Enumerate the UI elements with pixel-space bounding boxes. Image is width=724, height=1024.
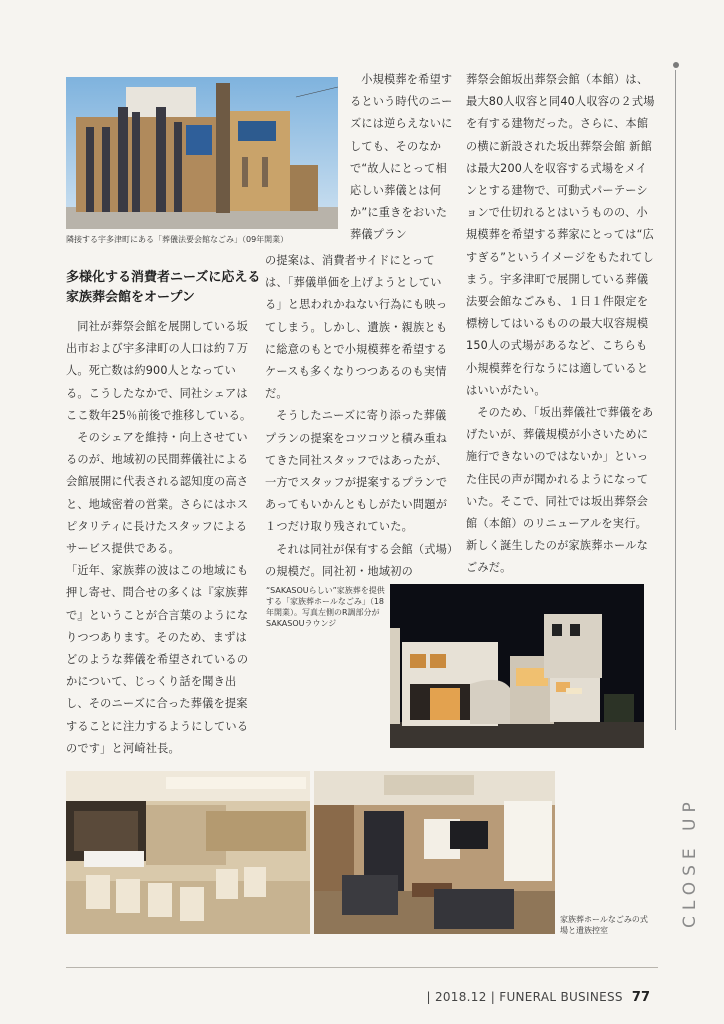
paragraph: 葬祭会館坂出葬祭会館（本館）は、最大80人収容と同40人収容の２式場を有する建物だった。さらに、本館の横に新設された坂出葬祭会館 新館は最大200人を収容する式場をメインとする建物で、可動式パーテーションで仕切れるとはいうものの、小規模葬を希望する葬家にとっては“広すぎる”というイメージをもたれてしまう。宇多津町で展開している葬儀法要会館なごみも、１日１件限定を標榜してはいるものの最大収容規模150人の式場があるなど、こちらも小規模葬を行なうには適しているとはいいがたい。 bbox=[466, 73, 655, 397]
paragraph: 小規模葬を希望するという時代のニーズには逆らえないにしても、そのなかで“故人にとって相応しい葬儀とは何か”に重きをおいた葬儀プラン bbox=[350, 73, 453, 242]
photo-caption: 隣接する宇多津町にある「葬儀法要会館なごみ」（09年開業） bbox=[66, 235, 289, 244]
section-label-close-up: CLOSE UP bbox=[680, 796, 700, 928]
photo-family-waiting-room bbox=[314, 771, 555, 934]
paragraph: 同社が葬祭会館を展開している坂出市および宇多津町の人口は約７万人。死亡数は約900人となっている。こうしたなかで、同社シェアはここ数年25％前後で推移している。 bbox=[66, 320, 252, 422]
paragraph: の提案は、消費者サイドにとっては、「葬儀単価を上げようとしている」と思われかねない行為にも映ってしまう。しかし、遺族・親族ともに総意のもとで小規模葬を希望するケースも多くなりつつあるのも実情だ。 bbox=[265, 254, 448, 401]
article-column-3 bbox=[466, 69, 655, 580]
photo-nagomi-building bbox=[66, 77, 338, 229]
photo-caption: “SAKASOUらしい”家族葬を提供する「家族葬ホールなごみ」（18年開業）。写真左側のR調部分がSAKASOUラウンジ bbox=[266, 586, 385, 628]
photo-ceremony-hall bbox=[66, 771, 310, 934]
page-number: 77 bbox=[631, 990, 650, 1005]
paragraph: そうしたニーズに寄り添った葬儀プランの提案をコツコツと積み重ねてきた同社スタッフではあったが、一方でスタッフが提案するプランであってもいかんともしがたい問題が１つだけ取り残されていた。 bbox=[265, 409, 448, 534]
paragraph: 「近年、家族葬の波はこの地域にも押し寄せ、問合せの多くは『家族葬で』ということが合言葉のようになりつつあります。そのため、まずはどのような葬儀を希望されているのかについて、じっくり話を聞き出し、そのニーズに合った葬儀を提案することに注力するようにしているのです」と河崎社長。 bbox=[66, 564, 249, 755]
paragraph: そのため、「坂出葬儀社で葬儀をあげたいが、葬儀規模が小さいために施行できないのではないか」といった住民の声が聞かれるようになっていた。そこで、同社では坂出葬祭会館（本館）のリニューアルを実行。新しく誕生したのが家族葬ホールなごみだ。 bbox=[466, 406, 654, 575]
side-dot bbox=[673, 62, 679, 68]
heading-line-2: 家族葬会館をオープン bbox=[66, 290, 195, 305]
article-column-2-top bbox=[350, 69, 454, 247]
photo-caption: 家族葬ホールなごみの式場と遺族控室 bbox=[560, 915, 648, 935]
article-column-2 bbox=[265, 250, 454, 583]
footer bbox=[380, 986, 650, 1005]
paragraph: それは同社が保有する会館（式場）の規模だ。同社初・地域初の bbox=[265, 542, 453, 578]
section-heading bbox=[66, 268, 266, 308]
paragraph: そのシェアを維持・向上させているのが、地域初の民間葬儀社による会館展開に代表される認知度の高さと、地域密着の営業。さらにはホスピタリティに長けたスタッフによるサービス提供である。 bbox=[66, 431, 249, 556]
footer-rule bbox=[66, 967, 658, 968]
footer-issue: | 2018.12 | FUNERAL BUSINESS bbox=[426, 990, 623, 1004]
heading-line-1: 多様化する消費者ニーズに応える bbox=[66, 270, 261, 285]
photo-family-hall-night bbox=[390, 584, 644, 748]
side-rule bbox=[675, 70, 676, 730]
article-column-1 bbox=[66, 316, 255, 760]
